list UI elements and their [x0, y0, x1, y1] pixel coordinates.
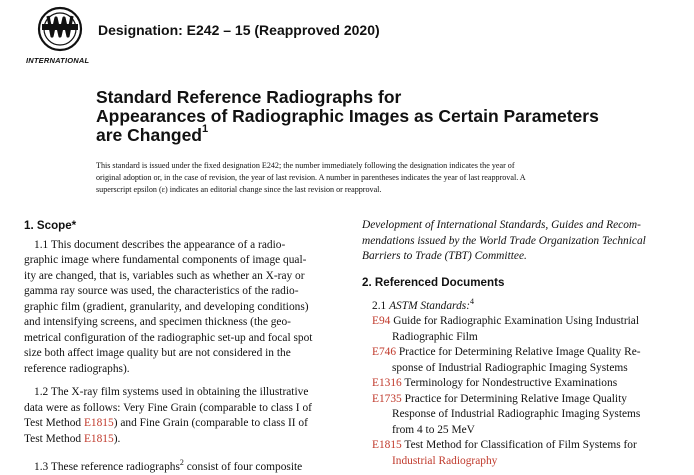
scope-para-1-line: ity are changed, that is, variables such as whether an X-ray or — [24, 269, 305, 282]
scope-para-1-line: size both affect image quality but are not considered in the — [24, 347, 291, 359]
reference-item — [362, 345, 678, 376]
title-line-1: Standard Reference Radiographs for — [96, 87, 402, 107]
continued-text-line: mendations issued by the World Trade Organization Technical — [362, 234, 646, 247]
reference-title: Terminology for Nondestructive Examinations — [404, 377, 618, 390]
reference-line — [372, 438, 678, 454]
scope-para-1-line: graphic image where fundamental components of image qual- — [24, 254, 307, 266]
reference-item — [362, 314, 678, 345]
reference-line: from 4 to 25 MeV — [392, 423, 475, 436]
right-column — [362, 218, 678, 469]
reference-title: Test Method for Classification of Film Systems for — [404, 439, 637, 452]
footnote-mark: 4 — [470, 297, 474, 306]
text-run: Test Method — [24, 432, 84, 445]
notice-line: superscript epsilon (ε) indicates an editorial change since the last revision or reapproval. — [96, 185, 382, 194]
scope-para-1-line: graphic film (gradient, granularity, and developing conditions) — [24, 300, 309, 313]
scope-para-1-line: metrical configuration of the radiographic set-up and focal spot — [24, 331, 313, 344]
referenced-documents-heading: 2. Referenced Documents — [362, 275, 505, 289]
reference-line: sponse of Industrial Radiographic Imaging Systems — [392, 361, 628, 374]
reference-title: Guide for Radiographic Examination Using Industrial — [393, 315, 640, 328]
scope-para-2-line: 1.2 The X-ray film systems used in obtaining the illustrative — [34, 386, 309, 398]
notice-line: original adoption or, in the case of revision, the year of last revision. A number in parentheses indicates the year of last reapproval. A — [96, 173, 526, 182]
text-run: 2.1 — [372, 299, 390, 312]
reference-line — [372, 345, 678, 361]
e746-link[interactable]: E746 — [372, 346, 397, 359]
designation: Designation: E242 – 15 (Reapproved 2020) — [98, 22, 380, 38]
reference-title: Practice for Determining Relative Image Quality — [404, 392, 627, 405]
reference-line: Radiographic Film — [392, 330, 478, 343]
notice-line: This standard is issued under the fixed designation E242; the number immediately following the designation indicates the year of — [96, 161, 515, 170]
reference-line — [372, 314, 678, 330]
reference-line — [372, 376, 678, 392]
scope-para-2-line — [24, 432, 340, 448]
e1815-link[interactable]: E1815 — [83, 432, 114, 445]
e1316-link[interactable]: E1316 — [372, 377, 402, 390]
e1815-link[interactable]: E1815 — [372, 439, 402, 452]
scope-para-3-line — [24, 455, 340, 475]
continued-text-line: Barriers to Trade (TBT) Committee. — [362, 250, 527, 262]
reference-title: Practice for Determining Relative Image Quality Re- — [398, 346, 641, 359]
e1815-link[interactable]: E1815 — [83, 417, 114, 429]
e1735-link[interactable]: E1735 — [372, 392, 402, 405]
scope-para-1-line: and intensifying screens, and specimen thickness (the geo- — [24, 316, 291, 328]
continued-text-line: Development of International Standards, Guides and Recom- — [362, 219, 641, 231]
text-run: ) and Fine Grain (comparable to class II of — [113, 417, 308, 429]
text-run: ASTM Standards: — [389, 299, 470, 312]
scope-para-1-line: 1.1 This document describes the appearance of a radio- — [34, 238, 286, 251]
scope-para-2-line — [24, 416, 340, 432]
text-run: consist of four composite — [183, 460, 303, 473]
scope-heading: 1. Scope* — [24, 219, 77, 232]
title-line-2: Appearances of Radiographic Images as Certain Parameters — [96, 106, 599, 126]
text-run: ). — [113, 432, 121, 445]
title-line-3 — [96, 125, 208, 146]
reference-line — [372, 392, 678, 408]
left-column — [24, 218, 340, 475]
reference-item — [362, 376, 678, 392]
title-footnote-mark: 1 — [202, 123, 209, 136]
astm-standards-label — [362, 294, 678, 314]
scope-para-2-line: data were as follows: Very Fine Grain (comparable to class I of — [24, 401, 312, 414]
scope-para-1-line: gamma ray source was used, the characteristics of the radio- — [24, 285, 299, 297]
reference-item — [362, 438, 678, 469]
text-run: 1.3 These reference radiographs — [34, 460, 180, 473]
scope-para-1-line: reference radiographs). — [24, 362, 130, 375]
reference-line: Industrial Radiography — [392, 454, 498, 467]
astm-logo — [28, 6, 92, 64]
text-run: Test Method — [24, 417, 84, 429]
reference-item — [362, 392, 678, 439]
issuance-notice — [96, 160, 621, 196]
logo-text: INTERNATIONAL — [26, 56, 90, 65]
title-line-3-text: are Changed — [96, 125, 202, 145]
e94-link[interactable]: E94 — [372, 315, 391, 328]
footnote-mark: 2 — [179, 458, 184, 467]
reference-line: Response of Industrial Radiographic Imaging Systems — [392, 408, 641, 421]
